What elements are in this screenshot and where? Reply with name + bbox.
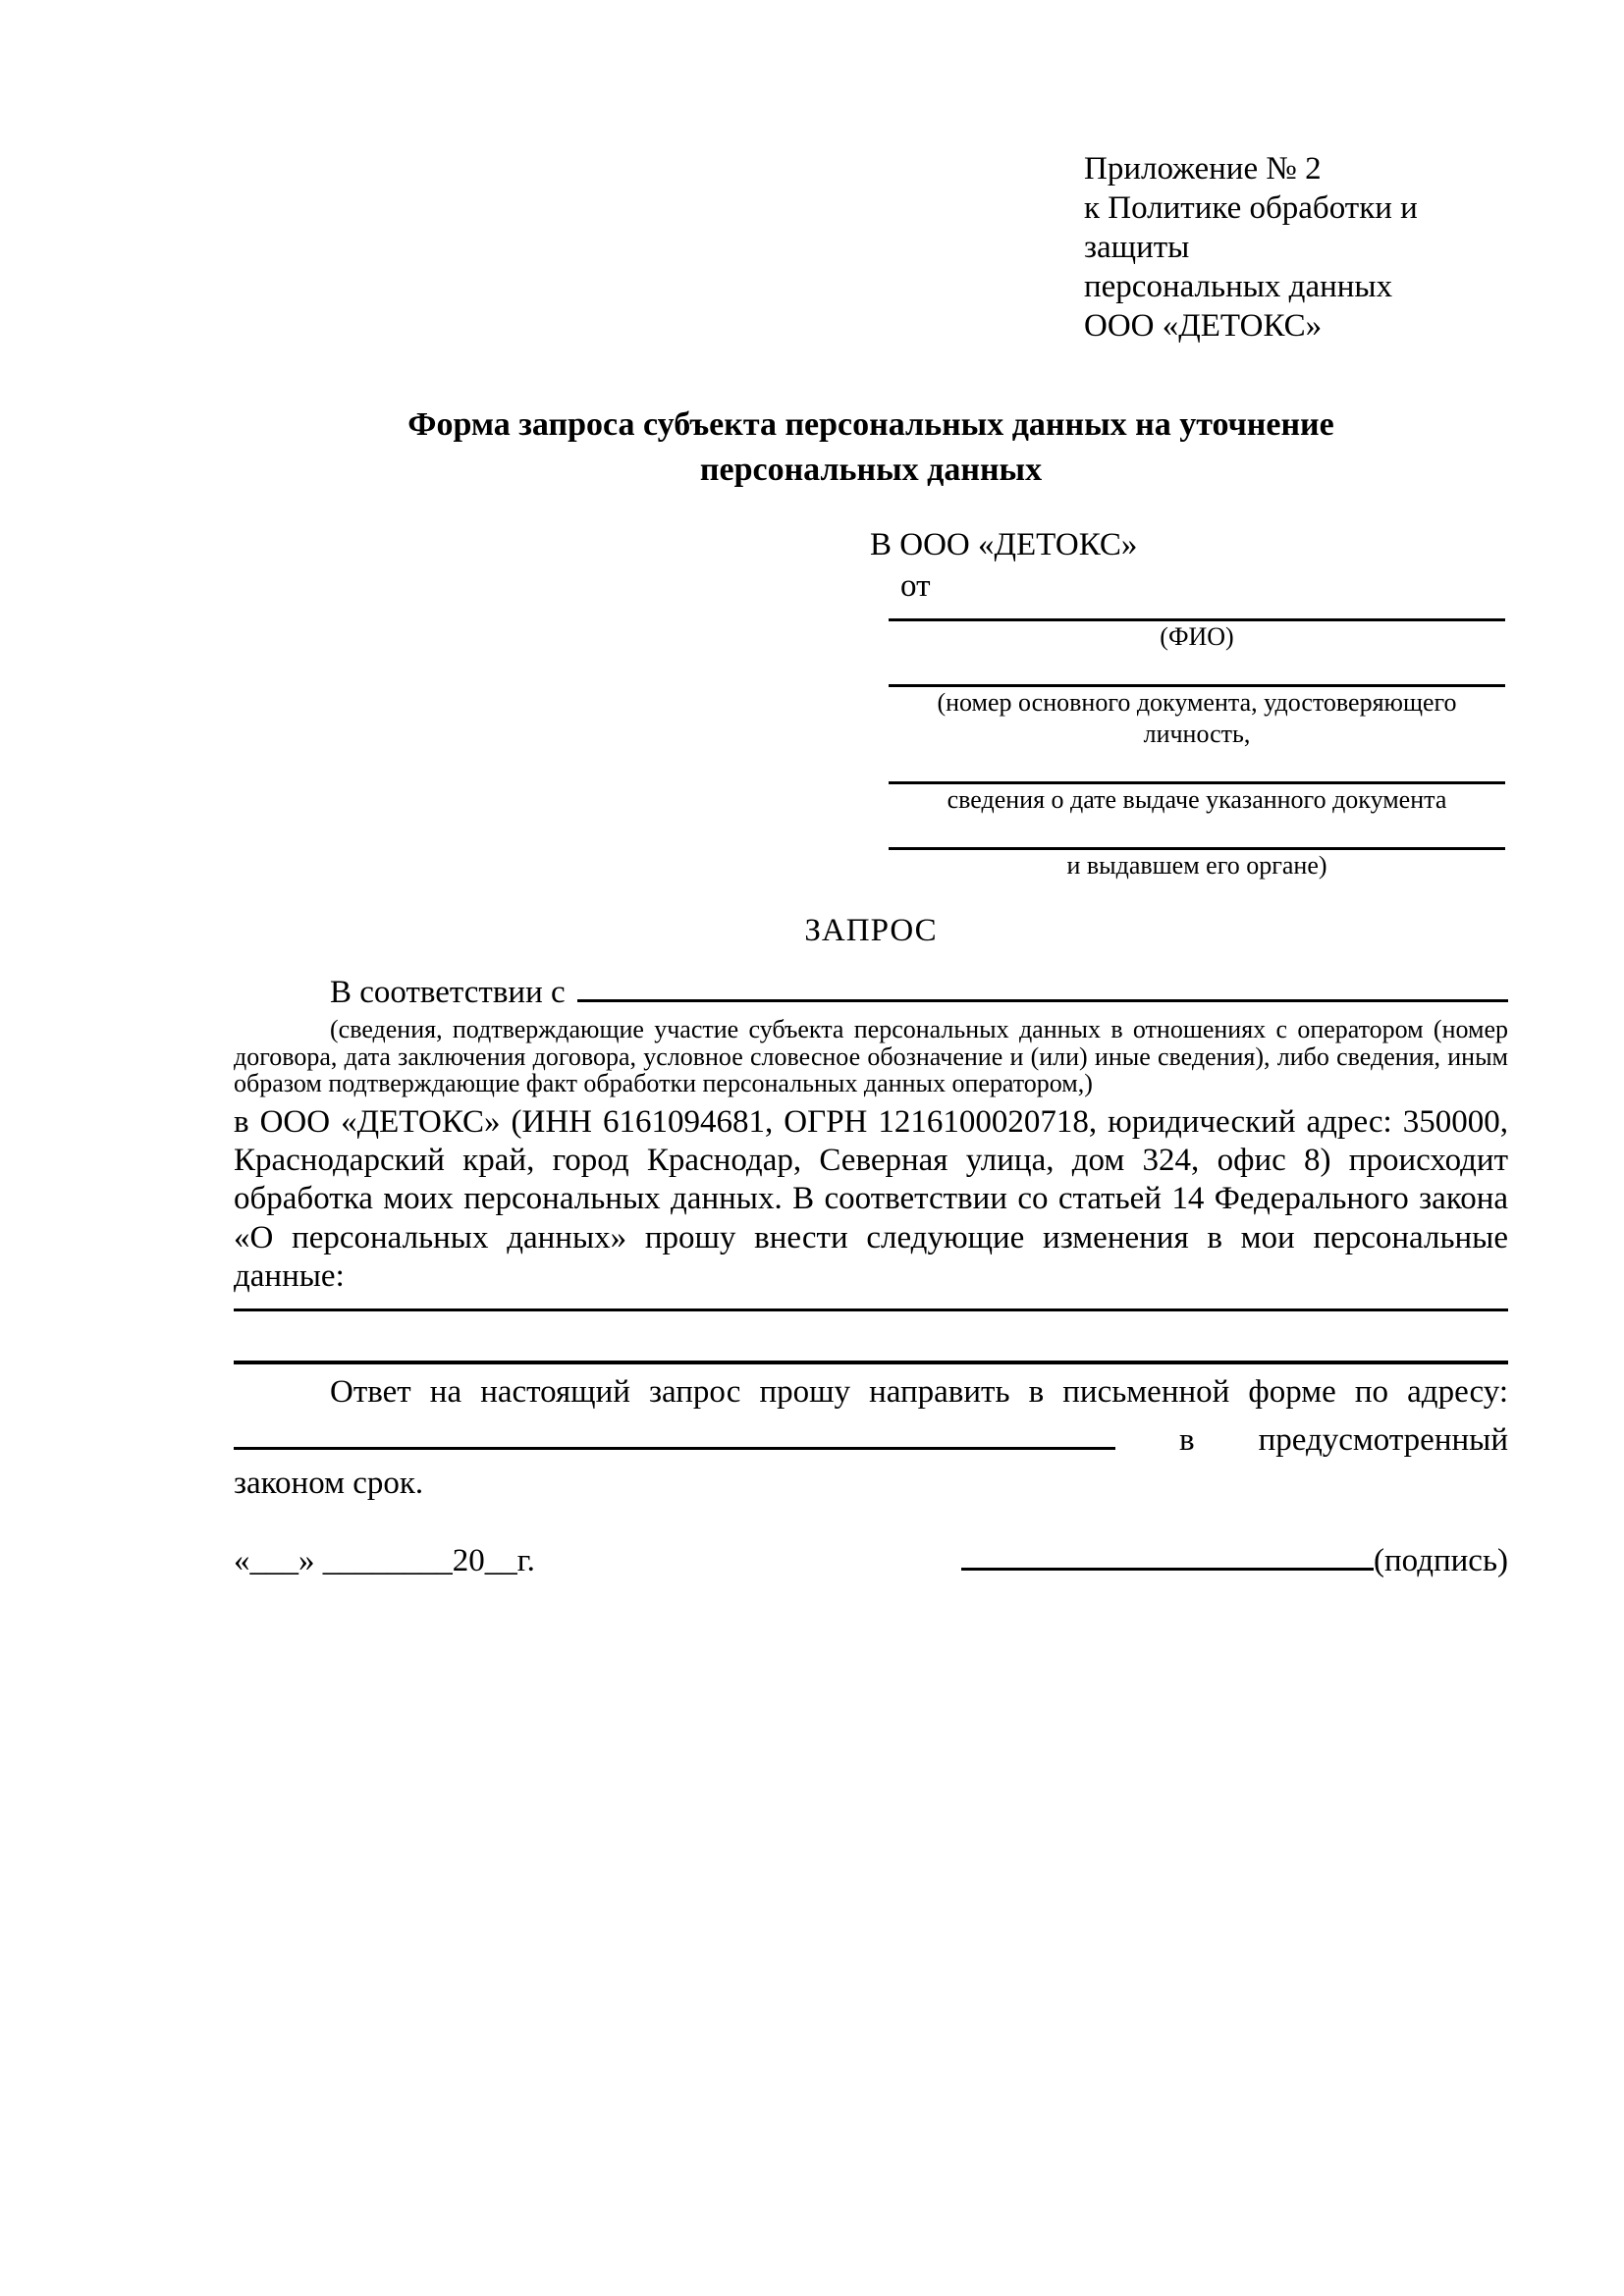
request-body-paragraph: в ООО «ДЕТОКС» (ИНН 6161094681, ОГРН 1216100020718, юридический адрес: 350000, Краснодарский край, город Краснодар, Северная улица, дом 324, офис 8) происходит обработка моих персональных данных. В соответствии со статьей 14 Федерального закона «О персональных данных» прошу внести следующие изменения в мои персональные данные: — [234, 1103, 1508, 1295]
document-number-blank-line — [889, 653, 1505, 687]
appendix-header-line: персональных данных — [1084, 269, 1393, 304]
appendix-header-line: ООО «ДЕТОКС» — [1084, 308, 1323, 344]
recipient-organization: В ООО «ДЕТОКС» — [870, 527, 1138, 562]
issue-date-caption: сведения о дате выдаче указанного документа — [947, 785, 1447, 814]
issue-date-blank-line — [889, 750, 1505, 784]
address-blank-line — [234, 1414, 1115, 1450]
appendix-header — [1084, 149, 1508, 346]
answer-term-line: законом срок. — [234, 1465, 424, 1501]
request-intro-prefix: В соответствии с — [330, 975, 566, 1010]
request-heading: ЗАПРОС — [804, 913, 938, 948]
document-content — [234, 0, 1508, 1582]
fio-blank-line — [889, 607, 1505, 621]
intro-footnote: (сведения, подтверждающие участие субъекта персональных данных в отношениях с оператором (номер договора, дата заключения договора, условное словесное обозначение и (или) иные сведения), либо сведения, иным образом подтверждающие факт обработки персональных данных оператором,) — [234, 1015, 1508, 1097]
issuing-authority-blank-line — [889, 816, 1505, 850]
date-signature-row — [234, 1534, 1508, 1582]
issuing-authority-caption: и выдавшем его органе) — [1066, 851, 1327, 880]
basis-blank-line — [577, 966, 1508, 1002]
document-title-line: Форма запроса субъекта персональных данных на уточнение — [407, 406, 1334, 443]
field-document-number — [889, 653, 1505, 750]
changes-blank-line-2 — [234, 1311, 1508, 1364]
appendix-header-line: к Политике обработки и защиты — [1084, 190, 1418, 265]
signature-blank-line — [961, 1534, 1374, 1571]
recipient-block — [870, 524, 1508, 881]
answer-address-line — [234, 1414, 1508, 1462]
signature-caption: (подпись) — [1374, 1542, 1508, 1578]
from-label: от — [900, 568, 931, 604]
answer-word-predusmotrennyj: предусмотренный — [1258, 1421, 1508, 1458]
fio-caption: (ФИО) — [1160, 622, 1234, 651]
document-number-caption: (номер основного документа, удостоверяющего личность, — [937, 688, 1457, 748]
answer-word-v: в — [1179, 1421, 1195, 1458]
request-intro-line — [234, 966, 1508, 1014]
answer-request-line: Ответ на настоящий запрос прошу направить в письменной форме по адресу: — [330, 1373, 1508, 1410]
signature-group — [961, 1534, 1508, 1582]
field-fio — [889, 607, 1505, 653]
field-issuing-authority — [889, 816, 1505, 881]
field-issue-date — [889, 750, 1505, 816]
document-title-line: персональных данных — [699, 452, 1043, 488]
date-blank: «___» ________20__г. — [234, 1542, 535, 1578]
changes-blank-line-1 — [234, 1297, 1508, 1311]
appendix-header-line: Приложение № 2 — [1084, 151, 1322, 187]
document-title — [234, 402, 1508, 493]
